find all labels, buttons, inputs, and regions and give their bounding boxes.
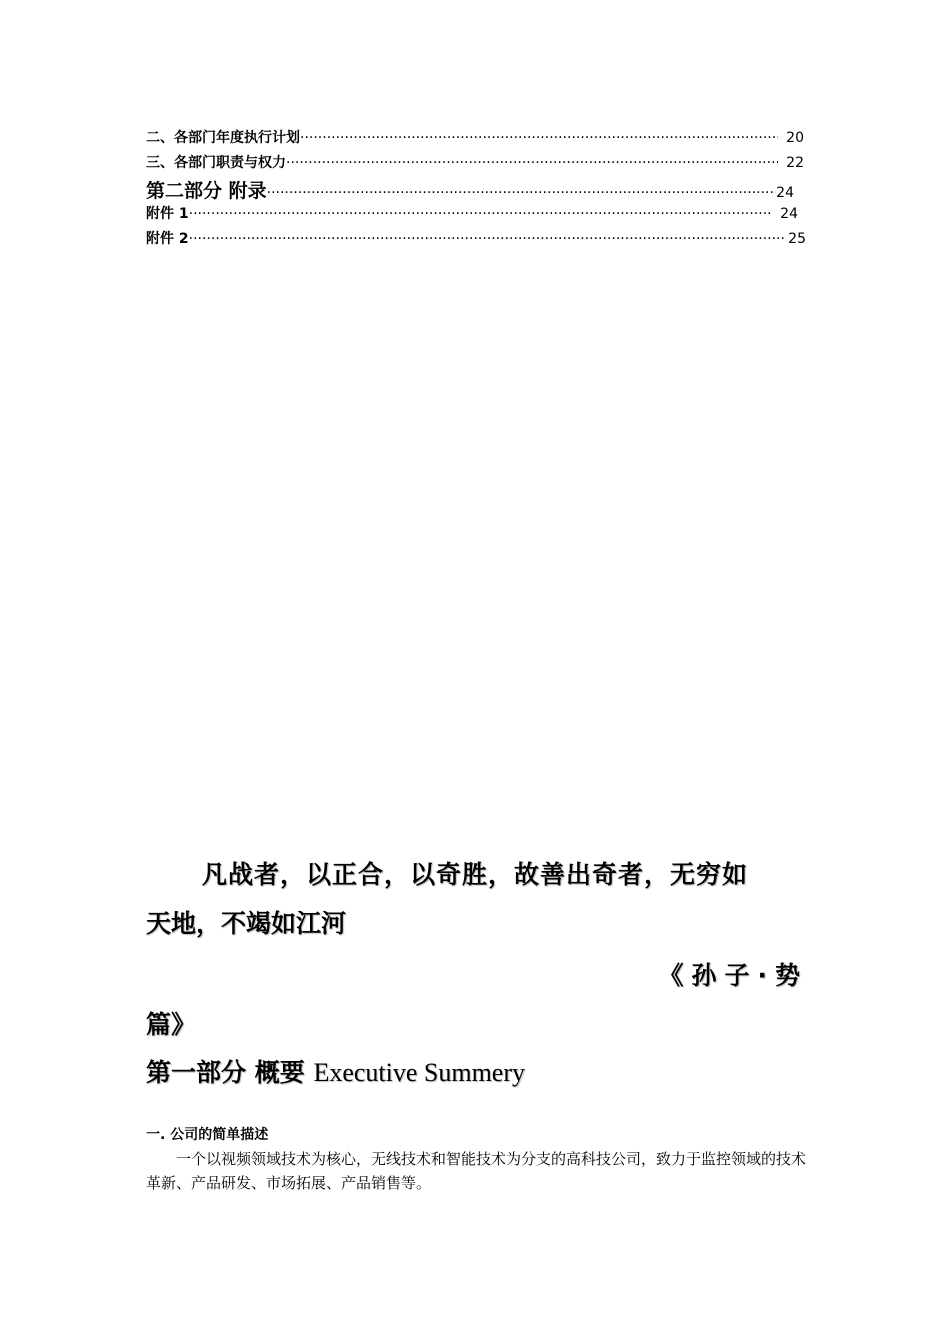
toc-entry-page: 25: [788, 231, 806, 247]
quote-line: 凡战者，以正合，以奇胜，故善出奇者，无穷如: [202, 860, 749, 889]
toc-entry-page: 20: [786, 130, 804, 146]
toc-entry-page: 22: [786, 155, 804, 171]
toc-entry-title: 三、各部门职责与权力: [146, 155, 286, 171]
toc-leader: [189, 206, 773, 222]
toc-entry-title: 二、各部门年度执行计划: [146, 130, 300, 146]
toc-entry-page: 24: [780, 206, 798, 222]
toc-entry[interactable]: [146, 228, 806, 248]
toc-entry[interactable]: [146, 127, 804, 147]
quote-line: 天地，不竭如江河: [146, 909, 347, 938]
toc-entry[interactable]: [146, 203, 798, 223]
toc-entry-title: 第二部分 附录: [146, 180, 267, 202]
part-title-en: Executive Summery: [313, 1058, 525, 1087]
toc-entry[interactable]: [146, 176, 794, 203]
part-title-cn: 第一部分 概要: [146, 1058, 305, 1087]
quote-source-continued: 篇》: [146, 1010, 197, 1039]
section-body: 一个以视频领域技术为核心，无线技术和智能技术为分支的高科技公司，致力于监控领域的技术革新、产品研发、市场拓展、产品销售等。: [146, 1150, 807, 1192]
toc-entry-title: 附件 2: [146, 231, 189, 247]
toc-entry-title: 附件 1: [146, 206, 189, 222]
toc-leader: [300, 130, 778, 146]
toc-entry-page: 24: [776, 185, 794, 201]
part-title: [146, 1053, 525, 1089]
toc-leader: [189, 231, 787, 247]
toc-leader: [286, 155, 778, 171]
toc-entry[interactable]: [146, 152, 804, 172]
toc-leader: [267, 185, 775, 201]
section-heading: 一. 公司的简单描述: [146, 1127, 269, 1143]
quote-source: 《孙子·势: [658, 961, 808, 990]
